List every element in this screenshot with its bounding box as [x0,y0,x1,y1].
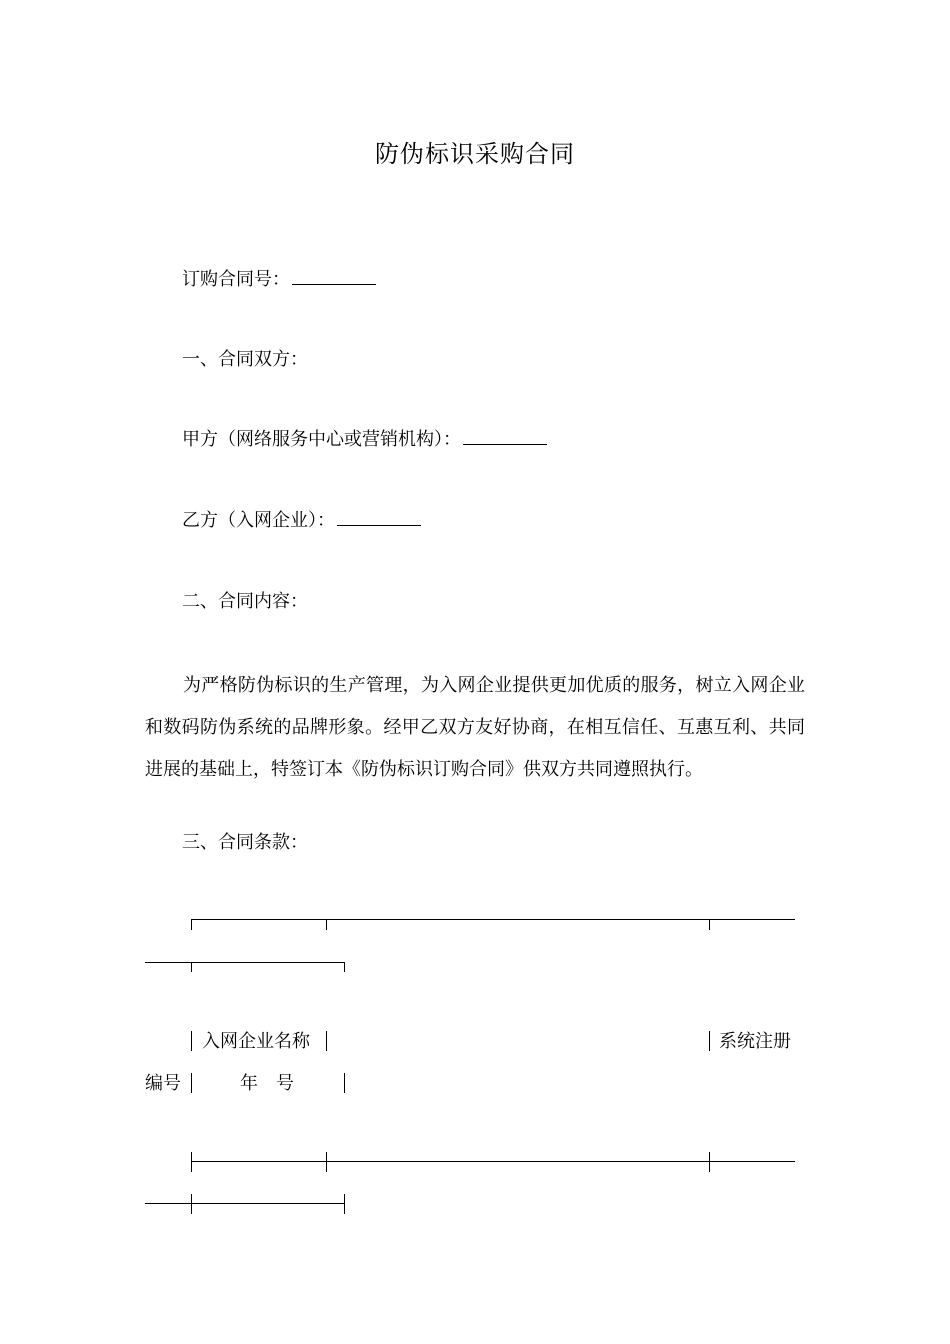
table-header-company-name: 入网企业名称 [202,1031,310,1052]
document-title: 防伪标识采购合同 [375,140,575,168]
section-3-heading: 三、合同条款： [182,832,308,853]
content-paragraph: 为严格防伪标识的生产管理，为入网企业提供更加优质的服务，树立入网企业和数码防伪系统的品牌形象。经甲乙双方友好协商，在相互信任、互惠互利、共同进展的基础上，特签订本《防伪标识订购合同》供双方共同遵照执行。 [145,675,805,780]
section-1-heading: 一、合同双方： [182,349,308,370]
party-a-blank[interactable] [463,427,547,445]
table-header-reg-part2: 编号 [145,1073,181,1094]
party-a-line [182,427,547,451]
table-header-year-no: 年 号 [240,1073,294,1094]
order-number-line [182,267,376,291]
party-b-blank[interactable] [337,508,421,526]
party-b-label: 乙方（入网企业）： [182,510,335,531]
table-header-reg-part1: 系统注册 [719,1031,791,1052]
order-number-blank[interactable] [292,267,376,285]
order-number-label: 订购合同号： [182,269,290,290]
section-2-heading: 二、合同内容： [182,591,308,612]
party-b-line [182,508,421,532]
party-a-label: 甲方（网络服务中心或营销机构）： [182,429,461,450]
